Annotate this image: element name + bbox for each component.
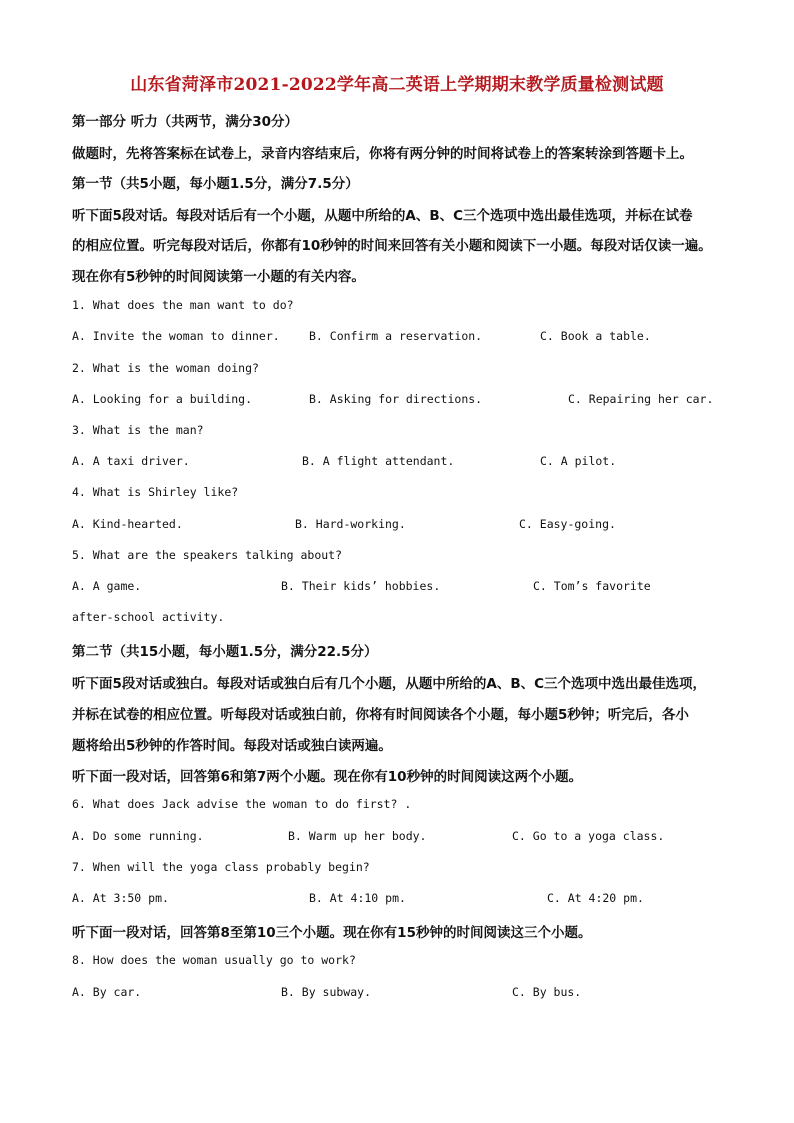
question-5-option-c: C. Tom’s favorite bbox=[533, 579, 651, 593]
question-3-option-a: A. A taxi driver. bbox=[72, 454, 190, 468]
group-1-instruction: 听下面一段对话，回答第6和第7两个小题。现在你有10秒钟的时间阅读这两个小题。 bbox=[72, 769, 583, 785]
question-7-option-b: B. At 4:10 pm. bbox=[309, 891, 406, 905]
question-3-option-b: B. A flight attendant. bbox=[302, 454, 455, 468]
question-7-option-a: A. At 3:50 pm. bbox=[72, 891, 169, 905]
question-3-stem: 3. What is the man? bbox=[72, 423, 204, 437]
question-4-stem: 4. What is Shirley like? bbox=[72, 485, 239, 499]
question-8-option-b: B. By subway. bbox=[281, 985, 372, 999]
question-1-option-a: A. Invite the woman to dinner. bbox=[72, 329, 280, 343]
question-7-stem: 7. When will the yoga class probably begin? bbox=[72, 860, 370, 874]
section2-instruction-line-2: 并标在试卷的相应位置。听每段对话或独白前，你将有时间阅读各个小题，每小题5秒钟；听完后，各小 bbox=[72, 707, 689, 723]
page-title: 山东省菏泽市2021-2022学年高二英语上学期期末教学质量检测试题 bbox=[130, 75, 664, 95]
question-6-option-a: A. Do some running. bbox=[72, 829, 204, 843]
group-2-instruction: 听下面一段对话，回答第8至第10三个小题。现在你有15秒钟的时间阅读这三个小题。 bbox=[72, 925, 592, 941]
section1-instruction-line-1: 听下面5段对话。每段对话后有一个小题，从题中所给的A、B、C三个选项中选出最佳选项，并标在试卷 bbox=[72, 208, 693, 224]
question-2-option-b: B. Asking for directions. bbox=[309, 392, 483, 406]
question-7-option-c: C. At 4:20 pm. bbox=[547, 891, 644, 905]
question-5-option-a: A. A game. bbox=[72, 579, 142, 593]
question-4-option-b: B. Hard-working. bbox=[295, 517, 406, 531]
question-5-stem: 5. What are the speakers talking about? bbox=[72, 548, 343, 562]
section2-instruction-line-3: 题将给出5秒钟的作答时间。每段对话或独白读两遍。 bbox=[72, 738, 392, 754]
question-2-stem: 2. What is the woman doing? bbox=[72, 361, 259, 375]
question-1-stem: 1. What does the man want to do? bbox=[72, 298, 294, 312]
question-6-option-b: B. Warm up her body. bbox=[288, 829, 427, 843]
section2-instruction-line-1: 听下面5段对话或独白。每段对话或独白后有几个小题，从题中所给的A、B、C三个选项中选出最佳选项， bbox=[72, 676, 707, 692]
question-8-option-a: A. By car. bbox=[72, 985, 142, 999]
question-1-option-c: C. Book a table. bbox=[540, 329, 651, 343]
part1-heading: 第一部分 听力（共两节，满分30分） bbox=[72, 114, 298, 130]
question-6-stem: 6. What does Jack advise the woman to do first? . bbox=[72, 797, 412, 811]
question-2-option-c: C. Repairing her car. bbox=[568, 392, 714, 406]
question-8-option-c: C. By bus. bbox=[512, 985, 582, 999]
question-4-option-a: A. Kind-hearted. bbox=[72, 517, 183, 531]
section1-heading: 第一节（共5小题，每小题1.5分，满分7.5分） bbox=[72, 176, 359, 192]
question-2-option-a: A. Looking for a building. bbox=[72, 392, 253, 406]
part1-note: 做题时，先将答案标在试卷上，录音内容结束后，你将有两分钟的时间将试卷上的答案转涂到答题卡上。 bbox=[72, 146, 693, 162]
question-8-stem: 8. How does the woman usually go to work? bbox=[72, 953, 356, 967]
section2-heading: 第二节（共15小题，每小题1.5分，满分22.5分） bbox=[72, 644, 378, 660]
question-3-option-c: C. A pilot. bbox=[540, 454, 617, 468]
question-6-option-c: C. Go to a yoga class. bbox=[512, 829, 665, 843]
question-4-option-c: C. Easy-going. bbox=[519, 517, 616, 531]
section1-instruction-line-3: 现在你有5秒钟的时间阅读第一小题的有关内容。 bbox=[72, 269, 365, 285]
section1-instruction-line-2: 的相应位置。听完每段对话后，你都有10秒钟的时间来回答有关小题和阅读下一小题。每段对话仅读一遍。 bbox=[72, 238, 712, 254]
question-5-option-c-continued: after-school activity. bbox=[72, 610, 225, 624]
question-1-option-b: B. Confirm a reservation. bbox=[309, 329, 483, 343]
question-5-option-b: B. Their kids’ hobbies. bbox=[281, 579, 441, 593]
